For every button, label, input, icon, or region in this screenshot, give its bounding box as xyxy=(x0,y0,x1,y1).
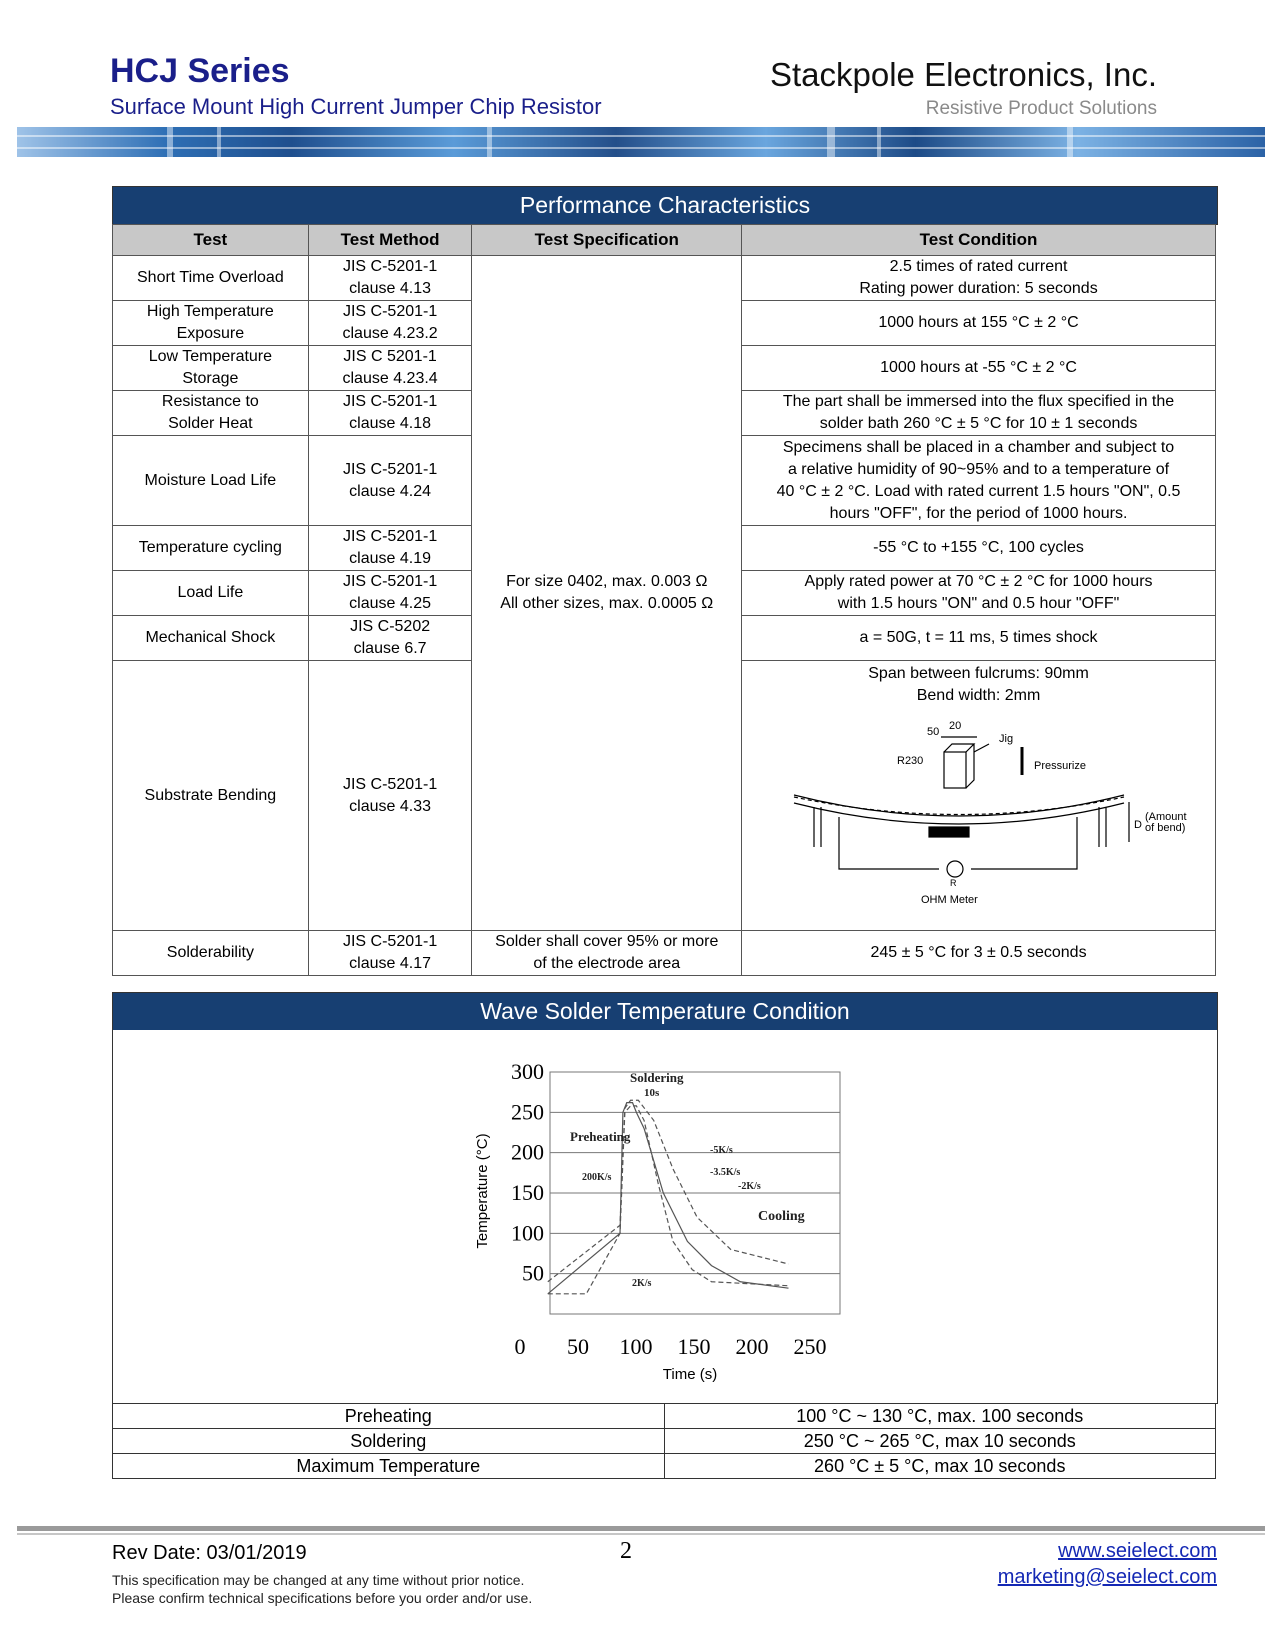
x-axis-label: Time (s) xyxy=(662,1366,718,1383)
d-label: D xyxy=(1133,819,1142,831)
jig-label: Jig xyxy=(998,733,1013,745)
wave-title: Wave Solder Temperature Condition xyxy=(113,993,1217,1030)
test-method: JIS C-5201-1 clause 4.23.2 xyxy=(308,301,472,346)
test-name: Low Temperature Storage xyxy=(113,346,309,391)
wave-table xyxy=(112,1403,1216,1479)
table-row xyxy=(113,1454,1216,1479)
col-spec: Test Specification xyxy=(472,225,742,256)
performance-table xyxy=(112,224,1216,976)
test-method: JIS C-5201-1 clause 4.17 xyxy=(308,931,472,976)
y-tick-label: 300 xyxy=(511,1059,544,1084)
jig-block xyxy=(944,752,966,788)
x-tick-label: 150 xyxy=(677,1334,711,1359)
wave-label: Preheating xyxy=(113,1404,665,1429)
x-tick-label: 250 xyxy=(793,1334,827,1359)
company-tagline: Resistive Product Solutions xyxy=(925,98,1157,119)
test-method: JIS C 5201-1 clause 4.23.4 xyxy=(308,346,472,391)
test-name: Substrate Bending xyxy=(113,661,309,931)
table-row xyxy=(113,1404,1216,1429)
test-method: JIS C-5201-1 clause 4.33 xyxy=(308,661,472,931)
test-condition: 2.5 times of rated current Rating power duration: 5 seconds xyxy=(742,256,1216,301)
company-name: Stackpole Electronics, Inc. xyxy=(769,56,1157,93)
x-tick-label: 200 xyxy=(735,1334,769,1359)
pressurize-label: Pressurize xyxy=(1033,760,1086,772)
y-tick-label: 200 xyxy=(511,1139,544,1165)
annotation-2ks: -2K/s xyxy=(738,1181,761,1192)
table-header-row xyxy=(113,225,1216,256)
x-tick-label: 0 xyxy=(514,1334,526,1359)
test-name: Temperature cycling xyxy=(113,526,309,571)
x-tick-label: 50 xyxy=(567,1334,589,1359)
test-method: JIS C-5201-1 clause 4.13 xyxy=(308,256,472,301)
series-subtitle: Surface Mount High Current Jumper Chip Resistor xyxy=(110,94,602,119)
annotation-35ks: -3.5K/s xyxy=(710,1167,741,1178)
test-method: JIS C-5202 clause 6.7 xyxy=(308,616,472,661)
amount-label-1: (Amount xyxy=(1144,811,1187,823)
y-tick-label: 100 xyxy=(511,1220,544,1246)
jig-top xyxy=(944,744,974,788)
resistor-chip xyxy=(929,827,969,837)
y-tick-label: 150 xyxy=(511,1180,544,1205)
x-tick-label: 100 xyxy=(619,1334,653,1359)
test-condition: -55 °C to +155 °C, 100 cycles xyxy=(742,526,1216,571)
y-tick-label: 250 xyxy=(511,1099,544,1125)
test-name: Moisture Load Life xyxy=(113,436,309,526)
col-test: Test xyxy=(113,225,309,256)
email-link[interactable]: marketing@seielect.com xyxy=(997,1566,1217,1588)
jig-leader xyxy=(974,744,989,752)
series-title: HCJ Series xyxy=(110,52,290,90)
annotation-preheating: Preheating xyxy=(570,1129,631,1144)
test-condition: Specimens shall be placed in a chamber and subject to a relative humidity of 90~95% and to a temperature of 40 °C ± 2 °C. Load with rated current 1.5 hours "ON", 0.5 hours "OFF", for the period of 1000 hours. xyxy=(742,436,1216,526)
test-name: Load Life xyxy=(113,571,309,616)
rev-date: Rev Date: 03/01/2019 xyxy=(112,1542,307,1564)
footer-divider-thin xyxy=(17,1533,1265,1535)
bending-diagram xyxy=(759,707,1199,907)
y-tick-label: 50 xyxy=(522,1260,544,1286)
test-name: Mechanical Shock xyxy=(113,616,309,661)
wave-value: 250 °C ~ 265 °C, max 10 seconds xyxy=(664,1429,1215,1454)
test-method: JIS C-5201-1 clause 4.18 xyxy=(308,391,472,436)
wave-label: Soldering xyxy=(113,1429,665,1454)
footer-divider xyxy=(17,1526,1265,1531)
page-number: 2 xyxy=(620,1538,632,1564)
test-condition: 1000 hours at 155 °C ± 2 °C xyxy=(742,301,1216,346)
performance-section xyxy=(112,186,1218,225)
test-name: High Temperature Exposure xyxy=(113,301,309,346)
test-spec: Solder shall cover 95% or more of the electrode area xyxy=(472,931,742,976)
annotation-2ks-low: 2K/s xyxy=(632,1278,652,1289)
table-row-solderability xyxy=(113,931,1216,976)
table-row xyxy=(113,256,1216,301)
test-condition: 1000 hours at -55 °C ± 2 °C xyxy=(742,346,1216,391)
test-name: Resistance to Solder Heat xyxy=(113,391,309,436)
test-condition: Apply rated power at 70 °C ± 2 °C for 1000 hours with 1.5 hours "ON" and 0.5 hour "OFF" xyxy=(742,571,1216,616)
col-condition: Test Condition xyxy=(742,225,1216,256)
wave-label: Maximum Temperature xyxy=(113,1454,665,1479)
dim-50-label: 50 xyxy=(926,726,939,738)
annotation-5ks: -5K/s xyxy=(710,1145,733,1156)
board-bent xyxy=(794,795,1124,824)
wave-value: 100 °C ~ 130 °C, max. 100 seconds xyxy=(664,1404,1215,1429)
circuit-banner xyxy=(17,127,1265,157)
annotation-soldering: Soldering xyxy=(630,1070,684,1085)
test-spec-shared: For size 0402, max. 0.003 Ω All other sizes, max. 0.0005 Ω xyxy=(472,256,742,931)
r-symbol: R xyxy=(949,878,957,888)
annotation-10s: 10s xyxy=(644,1087,660,1099)
notice-line-2: Please confirm technical specifications before you order and/or use. xyxy=(112,1590,533,1606)
test-condition: Span between fulcrums: 90mm Bend width: 2mm 50 20 Jig R230 Pressurize D (Amount of bend) R OHM Meter xyxy=(742,661,1216,931)
website-link[interactable]: www.seielect.com xyxy=(1058,1540,1217,1562)
ohm-meter-label: OHM Meter xyxy=(920,894,978,906)
ohm-meter-icon xyxy=(947,861,963,877)
test-condition: The part shall be immersed into the flux specified in the solder bath 260 °C ± 5 °C for 10 ± 1 seconds xyxy=(742,391,1216,436)
test-name: Solderability xyxy=(113,931,309,976)
table-row xyxy=(113,1429,1216,1454)
annotation-cooling: Cooling xyxy=(758,1209,805,1224)
r230-label: R230 xyxy=(896,755,923,767)
test-name: Short Time Overload xyxy=(113,256,309,301)
test-condition: a = 50G, t = 11 ms, 5 times shock xyxy=(742,616,1216,661)
dim-20-label: 20 xyxy=(948,720,961,732)
annotation-200ks: 200K/s xyxy=(582,1172,612,1183)
test-method: JIS C-5201-1 clause 4.19 xyxy=(308,526,472,571)
test-method: JIS C-5201-1 clause 4.24 xyxy=(308,436,472,526)
amount-label-2: of bend) xyxy=(1144,822,1185,834)
performance-title: Performance Characteristics xyxy=(113,187,1217,224)
wave-solder-chart xyxy=(460,1046,880,1386)
wave-value: 260 °C ± 5 °C, max 10 seconds xyxy=(664,1454,1215,1479)
notice-line-1: This specification may be changed at any time without prior notice. xyxy=(112,1572,525,1588)
test-method: JIS C-5201-1 clause 4.25 xyxy=(308,571,472,616)
y-axis-label: Temperature (°C) xyxy=(474,1133,491,1249)
col-method: Test Method xyxy=(308,225,472,256)
test-condition: 245 ± 5 °C for 3 ± 0.5 seconds xyxy=(742,931,1216,976)
